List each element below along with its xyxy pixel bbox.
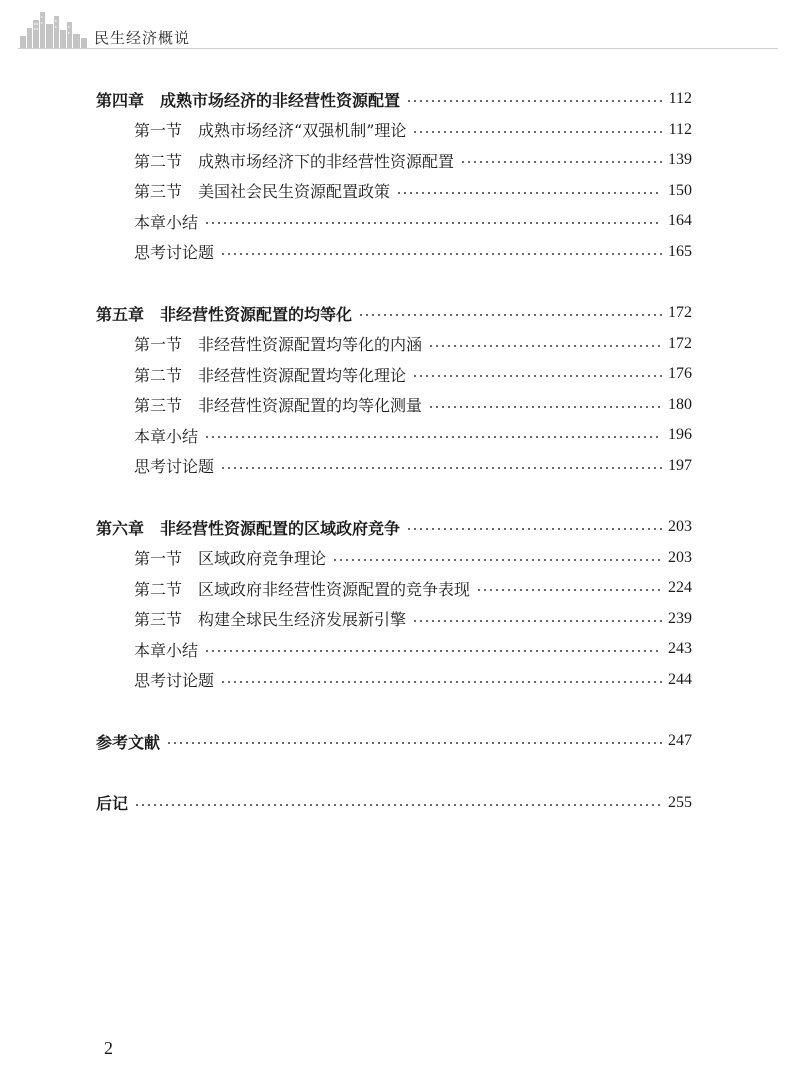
toc-entry-label bbox=[96, 302, 352, 325]
toc-entry-page: 112 bbox=[668, 120, 692, 138]
toc-entry-page: 196 bbox=[668, 426, 692, 444]
table-of-contents bbox=[96, 84, 692, 818]
dot-leader bbox=[412, 131, 662, 133]
book-title: 民生经济概说 bbox=[94, 29, 191, 47]
toc-section-entry[interactable] bbox=[96, 634, 692, 665]
toc-entry-label bbox=[134, 149, 454, 172]
toc-section-entry[interactable] bbox=[96, 329, 692, 360]
toc-entry-label bbox=[96, 516, 400, 539]
toc-entry-label bbox=[134, 607, 406, 630]
toc-entry-label bbox=[96, 730, 160, 753]
toc-section-entry[interactable] bbox=[96, 115, 692, 146]
toc-entry-label bbox=[134, 332, 422, 355]
dot-leader bbox=[204, 436, 662, 438]
city-skyline-icon bbox=[18, 8, 90, 48]
dot-leader bbox=[412, 375, 662, 377]
toc-entry-number: 第一节 bbox=[134, 549, 183, 569]
toc-entry-title: 区域政府非经营性资源配置的竞争表现 bbox=[198, 579, 471, 599]
toc-section-entry[interactable] bbox=[96, 451, 692, 482]
toc-entry-title: 非经营性资源配置的均等化 bbox=[160, 304, 353, 324]
toc-entry-number: 第五章 bbox=[96, 304, 145, 324]
toc-entry-page: 112 bbox=[668, 90, 692, 108]
toc-entry-label bbox=[134, 118, 406, 141]
section-gap bbox=[96, 481, 692, 512]
toc-entry-label bbox=[96, 791, 128, 814]
toc-entry-title: 构建全球民生经济发展新引擎 bbox=[198, 610, 407, 630]
toc-entry-label bbox=[134, 179, 390, 202]
dot-leader bbox=[428, 345, 662, 347]
toc-section-entry[interactable] bbox=[96, 206, 692, 237]
toc-entry-page: 176 bbox=[668, 365, 692, 383]
toc-entry-number: 第四章 bbox=[96, 90, 145, 110]
toc-entry-page: 203 bbox=[668, 518, 692, 536]
toc-entry-label bbox=[96, 88, 400, 111]
dot-leader bbox=[220, 467, 662, 469]
header-divider bbox=[18, 48, 778, 49]
toc-section-entry[interactable] bbox=[96, 604, 692, 635]
dot-leader bbox=[406, 100, 663, 102]
toc-section-entry[interactable] bbox=[96, 176, 692, 207]
dot-leader bbox=[204, 222, 662, 224]
dot-leader bbox=[358, 314, 662, 316]
toc-entry-label bbox=[134, 363, 406, 386]
dot-leader bbox=[412, 620, 662, 622]
toc-entry-page: 244 bbox=[668, 670, 692, 688]
toc-entry-page: 197 bbox=[668, 456, 692, 474]
toc-section-entry[interactable] bbox=[96, 573, 692, 604]
toc-entry-page: 172 bbox=[668, 304, 692, 322]
toc-entry-title: 美国社会民生资源配置政策 bbox=[198, 182, 391, 202]
toc-entry-title: 思考讨论题 bbox=[134, 671, 215, 691]
toc-chapter-entry[interactable] bbox=[96, 84, 692, 115]
toc-entry-number: 第二节 bbox=[134, 151, 183, 171]
page-number: 2 bbox=[104, 1038, 113, 1058]
toc-entry-label bbox=[134, 424, 198, 447]
toc-chapter-entry[interactable] bbox=[96, 298, 692, 329]
toc-entry-number: 第三节 bbox=[134, 182, 183, 202]
toc-entry-page: 247 bbox=[668, 732, 692, 750]
dot-leader bbox=[220, 253, 662, 255]
toc-entry-number: 第一节 bbox=[134, 335, 183, 355]
toc-entry-page: 139 bbox=[668, 151, 692, 169]
toc-entry-number: 第六章 bbox=[96, 518, 145, 538]
toc-entry-title: 思考讨论题 bbox=[134, 243, 215, 263]
toc-entry-title: 本章小结 bbox=[134, 640, 199, 660]
section-gap bbox=[96, 757, 692, 788]
section-gap bbox=[96, 695, 692, 726]
toc-entry-title: 本章小结 bbox=[134, 426, 199, 446]
toc-entry-title: 成熟市场经济下的非经营性资源配置 bbox=[198, 151, 455, 171]
page-header bbox=[0, 0, 790, 60]
toc-entry-page: 243 bbox=[668, 640, 692, 658]
toc-entry-number: 第二节 bbox=[134, 579, 183, 599]
dot-leader bbox=[166, 742, 662, 744]
toc-section-entry[interactable] bbox=[96, 543, 692, 574]
toc-entry-page: 239 bbox=[668, 609, 692, 627]
toc-entry-title: 参考文献 bbox=[96, 732, 161, 752]
dot-leader bbox=[220, 681, 662, 683]
toc-entry-page: 203 bbox=[668, 548, 692, 566]
toc-entry-page: 180 bbox=[668, 395, 692, 413]
toc-entry-title: 成熟市场经济“双强机制”理论 bbox=[198, 121, 407, 141]
toc-entry-title: 非经营性资源配置的均等化测量 bbox=[198, 396, 423, 416]
toc-section-entry[interactable] bbox=[96, 665, 692, 696]
toc-entry-title: 非经营性资源配置的区域政府竞争 bbox=[160, 518, 401, 538]
toc-section-entry[interactable] bbox=[96, 359, 692, 390]
toc-entry-label bbox=[134, 240, 214, 263]
dot-leader bbox=[204, 650, 662, 652]
toc-entry-title: 本章小结 bbox=[134, 212, 199, 232]
toc-entry-page: 224 bbox=[668, 579, 692, 597]
toc-entry-title: 后记 bbox=[96, 794, 129, 814]
toc-entry-label bbox=[134, 393, 422, 416]
toc-entry-number: 第三节 bbox=[134, 396, 183, 416]
toc-section-entry[interactable] bbox=[96, 145, 692, 176]
toc-entry-title: 非经营性资源配置均等化理论 bbox=[198, 365, 407, 385]
toc-entry-label bbox=[134, 638, 198, 661]
toc-entry-page: 172 bbox=[668, 334, 692, 352]
toc-section-entry[interactable] bbox=[96, 390, 692, 421]
toc-chapter-entry[interactable] bbox=[96, 726, 692, 757]
toc-entry-page: 165 bbox=[668, 242, 692, 260]
toc-entry-number: 第一节 bbox=[134, 121, 183, 141]
toc-entry-number: 第二节 bbox=[134, 365, 183, 385]
dot-leader bbox=[134, 804, 662, 806]
toc-entry-page: 150 bbox=[668, 181, 692, 199]
section-gap bbox=[96, 267, 692, 298]
toc-entry-number: 第三节 bbox=[134, 610, 183, 630]
dot-leader bbox=[460, 161, 662, 163]
toc-entry-label bbox=[134, 210, 198, 233]
toc-entry-label bbox=[134, 546, 326, 569]
toc-entry-label bbox=[134, 577, 470, 600]
toc-section-entry[interactable] bbox=[96, 237, 692, 268]
dot-leader bbox=[406, 528, 662, 530]
toc-section-entry[interactable] bbox=[96, 420, 692, 451]
toc-entry-title: 非经营性资源配置均等化的内涵 bbox=[198, 335, 423, 355]
toc-entry-page: 164 bbox=[668, 212, 692, 230]
toc-entry-label bbox=[134, 668, 214, 691]
toc-entry-title: 区域政府竞争理论 bbox=[198, 549, 327, 569]
dot-leader bbox=[396, 192, 662, 194]
toc-entry-title: 思考讨论题 bbox=[134, 457, 215, 477]
toc-chapter-entry[interactable] bbox=[96, 788, 692, 819]
toc-entry-label bbox=[134, 454, 214, 477]
dot-leader bbox=[332, 559, 662, 561]
dot-leader bbox=[428, 406, 662, 408]
toc-chapter-entry[interactable] bbox=[96, 512, 692, 543]
toc-entry-page: 255 bbox=[668, 793, 692, 811]
toc-entry-title: 成熟市场经济的非经营性资源配置 bbox=[160, 90, 401, 110]
dot-leader bbox=[476, 589, 662, 591]
